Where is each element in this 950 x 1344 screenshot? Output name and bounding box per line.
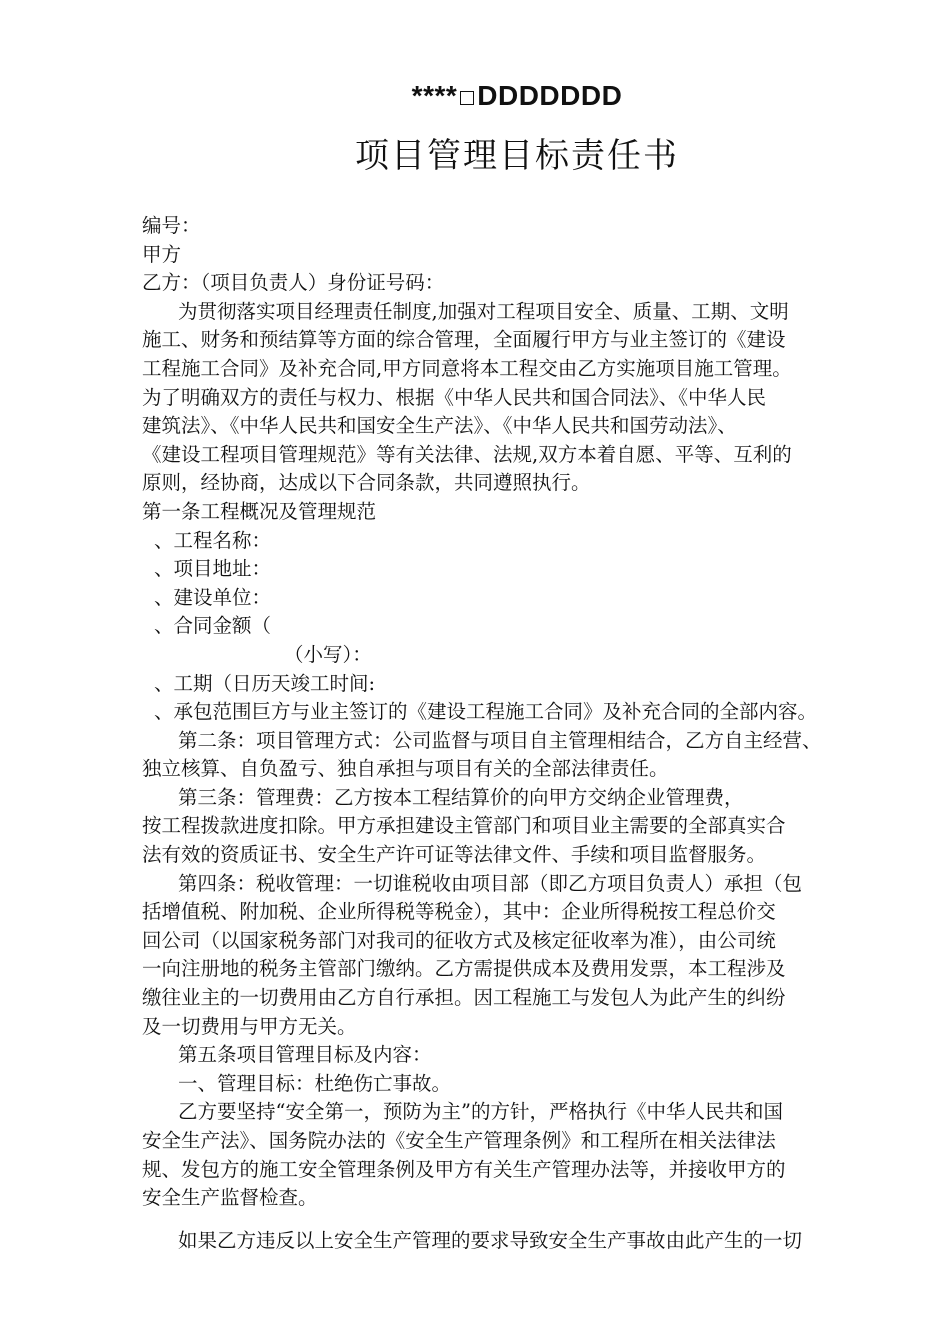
company-name-prefix: **** bbox=[411, 80, 458, 111]
list-item: 、工期（日历天竣工时间: bbox=[154, 671, 376, 695]
paragraph-line: 为贯彻落实项目经理责任制度,加强对工程项目安全、质量、工期、文明 bbox=[178, 299, 789, 323]
article-heading: 第五条项目管理目标及内容： bbox=[178, 1043, 432, 1067]
paragraph-line: 《建设工程项目管理规范》等有关法律、法规,双方本着自愿、平等、互利的 bbox=[142, 442, 792, 466]
paragraph-line: 如果乙方违反以上安全生产管理的要求导致安全生产事故由此产生的一切 bbox=[178, 1228, 803, 1252]
serial-number-label: 编号： bbox=[142, 214, 201, 237]
paragraph-line: 乙方要坚持“安全第一，预防为主”的方针，严格执行《中华人民共和国 bbox=[178, 1100, 783, 1124]
party-a-label: 甲方 bbox=[142, 242, 182, 266]
article-line: 第二条：项目管理方式：公司监督与项目自主管理相结合，乙方自主经营、 bbox=[178, 728, 822, 752]
paragraph-line: 为了明确双方的责任与权力、根据《中华人民共和国合同法》、《中华人民 bbox=[142, 385, 767, 409]
party-b-label: 乙方：（项目负责人）身份证号码： bbox=[142, 271, 445, 295]
article-line: 括增值税、附加税、企业所得税等税金），其中：企业所得税按工程总价交 bbox=[142, 900, 776, 924]
paragraph-line: 原则，经协商，达成以下合同条款，共同遵照执行。 bbox=[142, 471, 591, 495]
paragraph-gap bbox=[142, 1213, 902, 1227]
list-item: 、承包范围巨方与业主签订的《建设工程施工合同》及补充合同的全部内容。 bbox=[154, 700, 818, 724]
list-item: 、工程名称： bbox=[154, 528, 272, 552]
article-line: 第三条：管理费：乙方按本工程结算价的向甲方交纳企业管理费， bbox=[178, 785, 744, 809]
paragraph-line: 安全生产法》、国务院办法的《安全生产管理条例》和工程所在相关法律法 bbox=[142, 1129, 776, 1152]
article-line: 按工程拨款进度扣除。甲方承担建设主管部门和项目业主需要的全部真实合 bbox=[142, 814, 786, 838]
section-heading: 一、管理目标：杜绝伤亡事故。 bbox=[178, 1071, 452, 1095]
paragraph-line: 安全生产监督检查。 bbox=[142, 1186, 318, 1210]
article-line: 第四条：税收管理：一切谁税收由项目部（即乙方项目负责人）承担（包 bbox=[178, 871, 803, 895]
paragraph-line: 施工、财务和预结算等方面的综合管理，全面履行甲方与业主签订的《建设 bbox=[142, 328, 786, 352]
company-name-suffix: DDDDDDD bbox=[477, 80, 623, 111]
article-line: 回公司（以国家税务部门对我司的征收方式及核定征收率为准），由公司统 bbox=[142, 928, 776, 952]
document-title: 项目管理目标责任书 bbox=[355, 136, 679, 176]
article-line: 一向注册地的税务主管部门缴纳。乙方需提供成本及费用发票，本工程涉及 bbox=[142, 957, 786, 981]
paragraph-line: 建筑法》、《中华人民共和国安全生产法》、《中华人民共和国劳动法》、 bbox=[142, 414, 737, 438]
article-line: 法有效的资质证书、安全生产许可证等法律文件、手续和项目监督服务。 bbox=[142, 843, 767, 867]
list-item: 、合同金额（ bbox=[154, 614, 272, 638]
list-item: 、建设单位： bbox=[154, 585, 272, 609]
company-name bbox=[0, 80, 950, 112]
list-item-continuation: （小写）： bbox=[284, 642, 372, 666]
paragraph-line: 工程施工合同》及补充合同,甲方同意将本工程交由乙方实施项目施工管理。 bbox=[142, 356, 792, 380]
list-item: 、项目地址： bbox=[154, 557, 272, 581]
article-line: 独立核算、自负盈亏、独自承担与项目有关的全部法律责任。 bbox=[142, 757, 669, 781]
document-body bbox=[142, 212, 902, 1255]
paragraph-line: 规、发包方的施工安全管理条例及甲方有关生产管理办法等，并接收甲方的 bbox=[142, 1157, 786, 1181]
article-line: 缴往业主的一切费用由乙方自行承担。因工程施工与发包人为此产生的纠纷 bbox=[142, 986, 786, 1010]
article-line: 及一切费用与甲方无关。 bbox=[142, 1014, 357, 1038]
article-heading: 第一条工程概况及管理规范 bbox=[142, 499, 377, 523]
missing-glyph-box-icon bbox=[460, 91, 474, 105]
